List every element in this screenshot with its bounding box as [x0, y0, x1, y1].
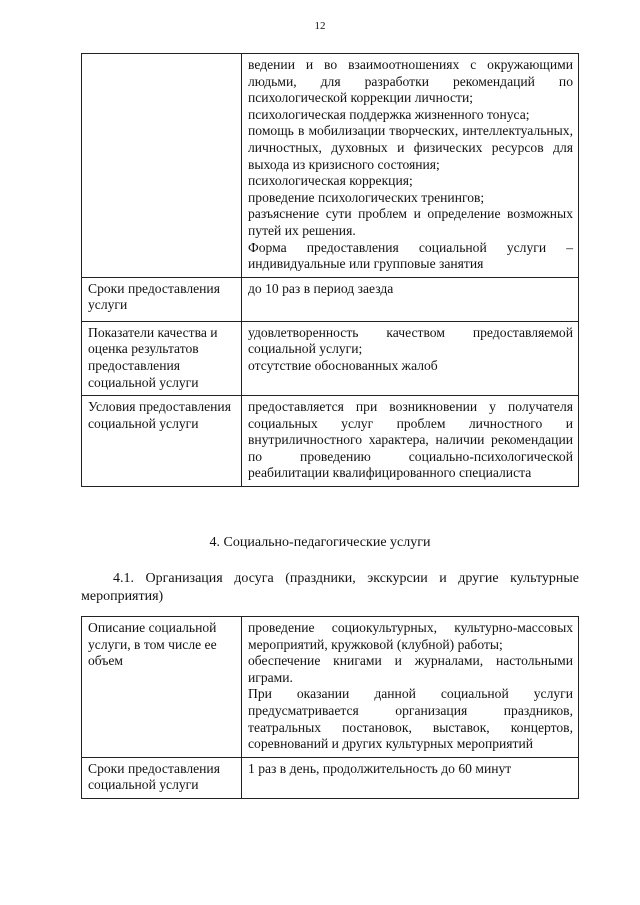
content-line: При оказании данной социальной услуги предусматривается организация праздников, театральных постановок, выставок, концертов, соревнований и других культурных мероприятий	[248, 686, 573, 752]
content-line: проведение психологических тренингов;	[248, 189, 485, 205]
table-row	[82, 277, 579, 321]
content-line: ведении и во взаимоотношениях с окружающими людьми, для разработки рекомендаций по психологической коррекции личности;	[248, 57, 573, 106]
content-line: обеспечение книгами и журналами, настольными играми.	[248, 653, 573, 685]
page-number: 12	[314, 20, 326, 32]
leisure-services-table	[81, 616, 579, 799]
content-line: Форма предоставления социальной услуги – индивидуальные или групповые занятия	[248, 239, 573, 272]
content-line: удовлетворенность качеством предоставляемой социальной услуги;	[248, 324, 573, 357]
row-content	[242, 617, 579, 758]
row-label: Сроки предоставления социальной услуги	[82, 757, 242, 798]
row-content	[242, 321, 579, 395]
content-line: помощь в мобилизации творческих, интеллектуальных, личностных, духовных и физических ресурсов для выхода из кризисного состояния;	[248, 123, 573, 172]
row-label	[82, 54, 242, 278]
subsection-title: 4.1. Организация досуга (праздники, экскурсии и другие культурные мероприятия)	[81, 571, 579, 604]
row-label: Описание социальной услуги, в том числе ее объем	[82, 617, 242, 758]
content-line: отсутствие обоснованных жалоб	[248, 357, 438, 373]
content-line: 1 раз в день, продолжительность до 60 минут	[248, 760, 512, 776]
table-row	[82, 321, 579, 395]
row-content	[242, 54, 579, 278]
content-line: психологическая поддержка жизненного тонуса;	[248, 106, 530, 122]
content-line: предоставляется при возникновении у получателя социальных услуг проблем личностного и внутриличностного характера, наличии рекомендации по проведению социально-психологической реабилитации квалифицированного специалиста	[248, 399, 573, 481]
row-content	[242, 277, 579, 321]
row-content	[242, 396, 579, 487]
table-row	[82, 396, 579, 487]
row-label: Показатели качества и оценка результатов предоставления социальной услуги	[82, 321, 242, 395]
content-line: психологическая коррекция;	[248, 173, 413, 189]
row-label: Сроки предоставления услуги	[82, 277, 242, 321]
table-row	[82, 757, 579, 798]
table-row	[82, 54, 579, 278]
row-label: Условия предоставления социальной услуги	[82, 396, 242, 487]
services-table-continued	[81, 53, 579, 487]
row-content	[242, 757, 579, 798]
table-row	[82, 617, 579, 758]
content-line: проведение социокультурных, культурно-массовых мероприятий, кружковой (клубной) работы;	[248, 620, 573, 652]
content-line: разъяснение сути проблем и определение возможных путей их решения.	[248, 206, 573, 238]
content-line: до 10 раз в период заезда	[248, 280, 394, 296]
section-heading: 4. Социально-педагогические услуги	[209, 535, 431, 550]
